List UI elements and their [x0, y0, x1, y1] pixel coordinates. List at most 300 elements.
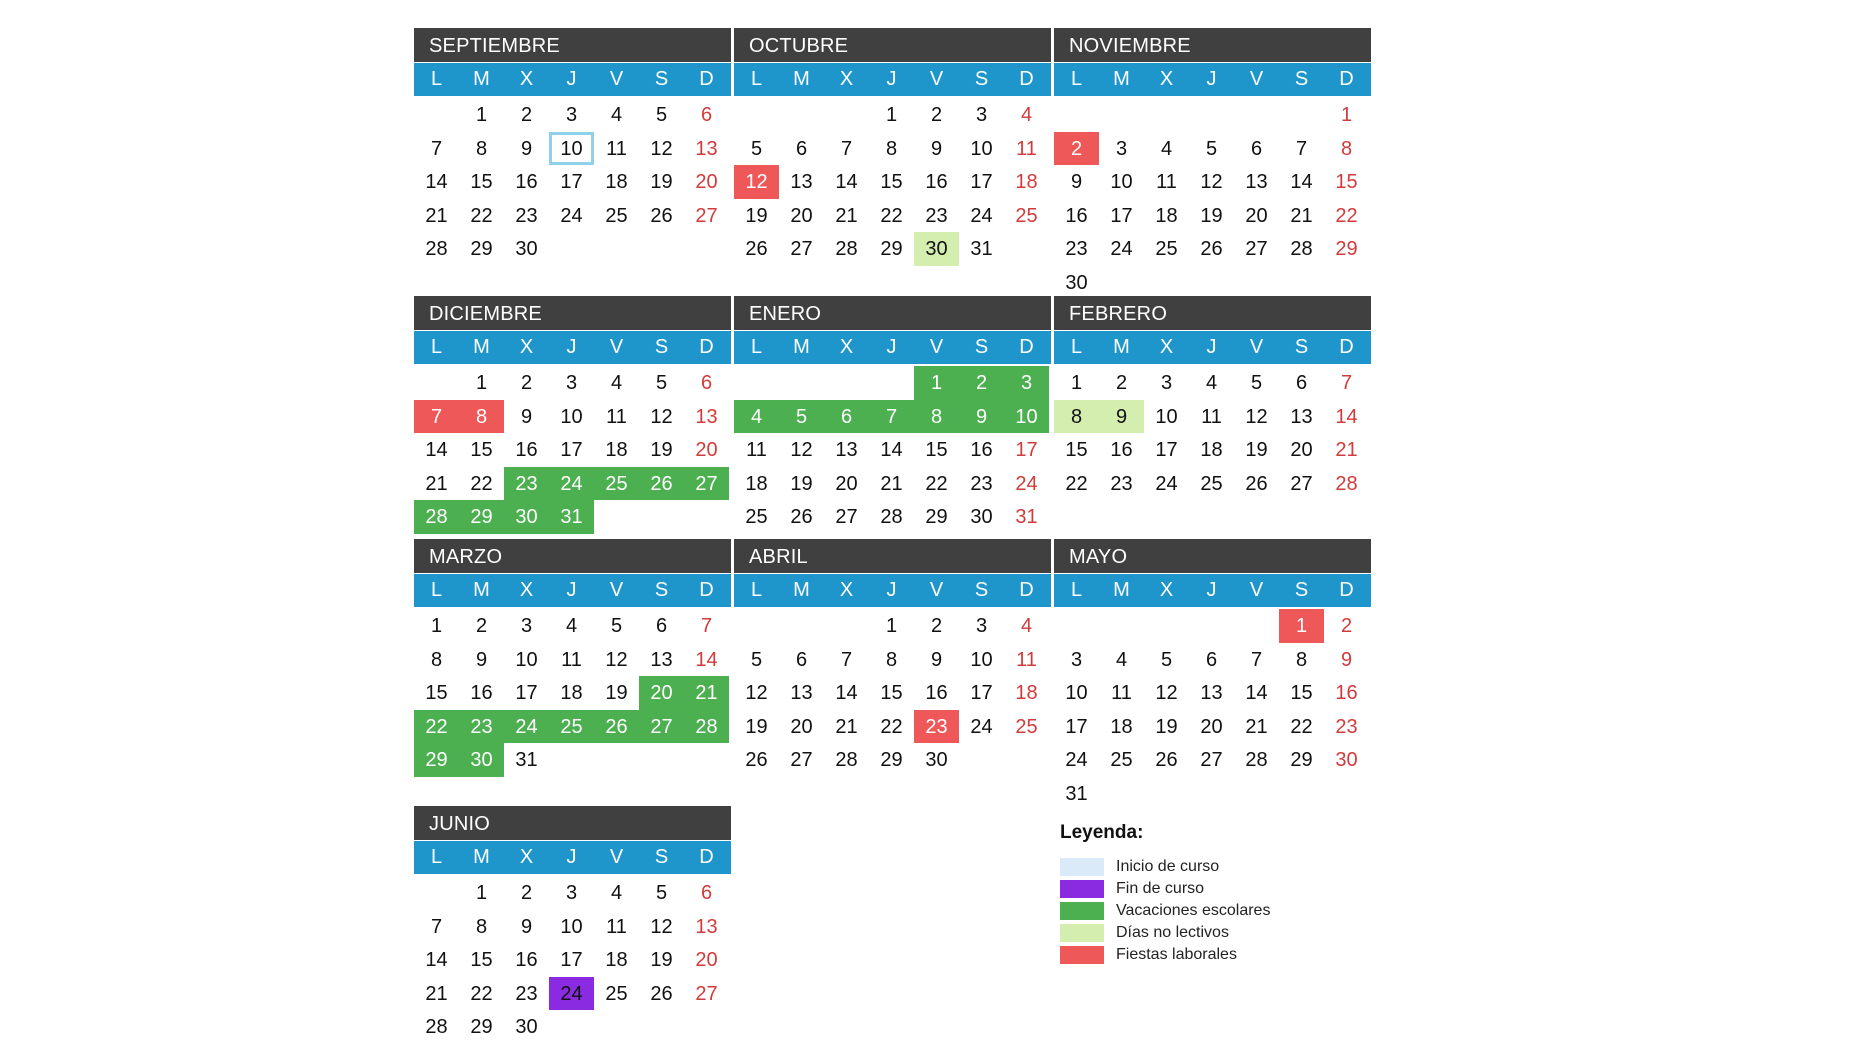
day-cell: 19 [650, 171, 673, 194]
day-cell: 28 [1290, 238, 1313, 261]
day-blank [1144, 98, 1189, 132]
weekday-label: J [886, 579, 897, 601]
day-cell: 18 [605, 439, 628, 462]
day-cell: 16 [1335, 682, 1358, 705]
day-cell: 1 [1279, 609, 1324, 643]
day-cell: 2 [1340, 615, 1353, 637]
day-blank [1054, 98, 1099, 132]
legend-swatch [1060, 858, 1104, 876]
weekday-label: V [1249, 68, 1264, 90]
weekday-label: M [1113, 579, 1130, 601]
day-cell: 1 [430, 615, 443, 637]
day-cell: 26 [790, 506, 813, 529]
day-cell: 5 [1205, 137, 1218, 160]
day-cell: 9 [1099, 400, 1144, 434]
day-cell: 2 [475, 615, 488, 637]
weekday-label: L [430, 579, 443, 601]
day-cell: 26 [1245, 472, 1268, 495]
day-cell: 6 [824, 400, 869, 434]
day-cell: 5 [1160, 648, 1173, 671]
day-cell: 27 [695, 982, 718, 1005]
day-cell: 24 [1015, 472, 1038, 495]
day-cell: 1 [1070, 372, 1083, 394]
day-cell: 16 [1110, 439, 1133, 462]
day-cell: 4 [1115, 648, 1128, 671]
weekday-label: J [886, 68, 897, 90]
weekday-label: L [430, 846, 443, 868]
day-cell: 3 [1115, 137, 1128, 160]
weekday-label: J [566, 579, 577, 601]
day-cell: 31 [1065, 782, 1088, 805]
day-cell: 5 [655, 882, 668, 904]
day-cell: 31 [549, 500, 594, 534]
weekday-label: S [1294, 68, 1309, 90]
day-cell: 4 [1205, 372, 1218, 394]
day-blank [1234, 98, 1279, 132]
day-cell: 22 [1290, 715, 1313, 738]
weekday-label: M [473, 336, 490, 358]
day-cell: 11 [1156, 171, 1177, 194]
day-cell: 25 [745, 506, 768, 529]
weekday-label: D [1339, 68, 1354, 90]
day-cell: 13 [695, 137, 718, 160]
month-february [1054, 296, 1371, 500]
day-cell: 19 [1155, 715, 1178, 738]
day-cell: 12 [745, 682, 768, 705]
day-cell: 17 [1015, 439, 1038, 462]
day-blank [869, 366, 914, 400]
day-cell: 30 [504, 500, 549, 534]
weekday-header [414, 331, 731, 364]
day-cell: 14 [425, 171, 448, 194]
day-cell: 10 [1065, 682, 1088, 705]
day-cell: 23 [1065, 238, 1088, 261]
day-cell: 12 [1155, 682, 1178, 705]
weekday-header [734, 574, 1051, 607]
day-cell: 11 [746, 439, 767, 462]
weekday-label: V [609, 846, 624, 868]
day-cell: 15 [470, 949, 493, 972]
weekday-label: S [654, 336, 669, 358]
day-cell: 24 [970, 204, 993, 227]
day-blank [779, 366, 824, 400]
weekday-label: D [1339, 336, 1354, 358]
day-cell: 25 [1015, 204, 1038, 227]
day-cell: 22 [470, 204, 493, 227]
weekday-header [734, 331, 1051, 364]
day-cell: 29 [470, 1016, 493, 1039]
day-blank [414, 366, 459, 400]
day-cell: 4 [1020, 615, 1033, 637]
day-cell: 7 [1250, 648, 1263, 671]
day-cell: 25 [605, 204, 628, 227]
day-cell: 8 [885, 137, 898, 160]
day-cell: 7 [430, 915, 443, 938]
weekday-label: V [929, 68, 944, 90]
weekday-label: D [699, 846, 714, 868]
weekday-header [414, 841, 731, 874]
day-cell: 14 [835, 682, 858, 705]
day-cell: 9 [930, 137, 943, 160]
weekday-label: J [566, 336, 577, 358]
day-cell: 20 [695, 171, 718, 194]
day-cell: 24 [1065, 749, 1088, 772]
day-cell: 7 [869, 400, 914, 434]
day-cell: 25 [594, 467, 639, 501]
day-cell: 18 [605, 949, 628, 972]
day-cell: 8 [459, 400, 504, 434]
day-cell: 30 [459, 743, 504, 777]
day-cell: 16 [970, 439, 993, 462]
day-cell: 7 [840, 648, 853, 671]
day-cell: 11 [561, 648, 582, 671]
day-cell: 14 [880, 439, 903, 462]
day-cell: 28 [880, 506, 903, 529]
day-cell: 23 [1110, 472, 1133, 495]
day-cell: 27 [1245, 238, 1268, 261]
month-october [734, 28, 1051, 266]
day-cell: 18 [1110, 715, 1133, 738]
day-cell: 12 [650, 137, 673, 160]
day-cell: 3 [1004, 366, 1049, 400]
day-blank [734, 98, 779, 132]
weekday-header [1054, 63, 1371, 96]
weekday-label: S [654, 579, 669, 601]
day-cell: 29 [459, 500, 504, 534]
day-cell: 8 [475, 915, 488, 938]
day-blank [1099, 609, 1144, 643]
day-cell: 25 [1015, 715, 1038, 738]
day-cell: 31 [515, 749, 538, 772]
day-cell: 13 [790, 171, 813, 194]
month-december [414, 296, 731, 534]
weekday-label: J [886, 336, 897, 358]
day-cell: 21 [684, 676, 729, 710]
weekday-label: L [750, 68, 763, 90]
day-cell: 23 [925, 204, 948, 227]
day-cell: 22 [414, 710, 459, 744]
weekday-label: L [1070, 579, 1083, 601]
day-blank [1189, 609, 1234, 643]
weekday-label: M [793, 579, 810, 601]
weekday-label: D [1019, 68, 1034, 90]
day-blank [1189, 98, 1234, 132]
day-cell: 3 [565, 882, 578, 904]
day-cell: 10 [549, 132, 594, 166]
day-cell: 31 [1015, 506, 1038, 529]
weekday-label: M [473, 579, 490, 601]
day-cell: 15 [470, 439, 493, 462]
day-cell: 24 [970, 715, 993, 738]
day-cell: 30 [1065, 271, 1088, 294]
weekday-header [414, 63, 731, 96]
day-cell: 6 [655, 615, 668, 637]
day-cell: 2 [930, 104, 943, 126]
day-cell: 24 [549, 467, 594, 501]
legend-label: Vacaciones escolares [1116, 902, 1271, 919]
weekday-label: V [1249, 579, 1264, 601]
weekday-label: L [750, 579, 763, 601]
day-cell: 19 [745, 204, 768, 227]
day-cell: 27 [835, 506, 858, 529]
weekday-label: X [1159, 336, 1174, 358]
day-cell: 11 [1016, 137, 1037, 160]
day-cell: 5 [750, 648, 763, 671]
day-cell: 2 [1054, 132, 1099, 166]
day-cell: 3 [1070, 648, 1083, 671]
day-cell: 10 [515, 648, 538, 671]
day-cell: 6 [700, 882, 713, 904]
day-cell: 6 [1295, 372, 1308, 394]
day-cell: 28 [425, 238, 448, 261]
weekday-label: S [974, 579, 989, 601]
day-cell: 14 [1335, 405, 1358, 428]
month-november [1054, 28, 1371, 300]
legend-item [1060, 944, 1360, 966]
day-cell: 26 [650, 982, 673, 1005]
day-grid [414, 98, 731, 266]
day-cell: 6 [795, 137, 808, 160]
day-blank [734, 366, 779, 400]
day-cell: 8 [1295, 648, 1308, 671]
legend-swatch [1060, 902, 1104, 920]
day-cell: 30 [970, 506, 993, 529]
day-cell: 11 [606, 405, 627, 428]
day-cell: 25 [605, 982, 628, 1005]
day-cell: 3 [520, 615, 533, 637]
day-cell: 7 [1340, 372, 1353, 394]
day-cell: 3 [975, 104, 988, 126]
day-cell: 26 [1155, 749, 1178, 772]
legend-item [1060, 856, 1360, 878]
day-cell: 27 [684, 467, 729, 501]
day-grid [414, 876, 731, 1044]
day-cell: 14 [1245, 682, 1268, 705]
day-cell: 8 [475, 137, 488, 160]
weekday-label: X [1159, 579, 1174, 601]
legend-swatch [1060, 880, 1104, 898]
day-cell: 12 [650, 915, 673, 938]
weekday-label: X [839, 579, 854, 601]
day-cell: 29 [880, 238, 903, 261]
weekday-label: D [699, 579, 714, 601]
day-cell: 9 [959, 400, 1004, 434]
day-cell: 31 [970, 238, 993, 261]
day-blank [734, 609, 779, 643]
day-cell: 3 [565, 104, 578, 126]
day-cell: 9 [1340, 648, 1353, 671]
day-cell: 25 [549, 710, 594, 744]
day-cell: 2 [930, 615, 943, 637]
day-cell: 30 [515, 1016, 538, 1039]
weekday-label: L [1070, 336, 1083, 358]
day-cell: 18 [1155, 204, 1178, 227]
weekday-label: L [430, 336, 443, 358]
day-cell: 6 [700, 372, 713, 394]
day-cell: 13 [695, 915, 718, 938]
day-blank [824, 98, 869, 132]
day-cell: 28 [1335, 472, 1358, 495]
day-cell: 7 [1295, 137, 1308, 160]
day-blank [779, 609, 824, 643]
weekday-label: L [1070, 68, 1083, 90]
day-cell: 24 [560, 204, 583, 227]
day-cell: 24 [504, 710, 549, 744]
day-cell: 5 [779, 400, 824, 434]
day-cell: 7 [840, 137, 853, 160]
day-grid [414, 609, 731, 777]
month-march [414, 539, 731, 777]
day-cell: 23 [1335, 715, 1358, 738]
weekday-label: V [609, 68, 624, 90]
month-title: ENERO [734, 296, 1051, 330]
day-cell: 9 [475, 648, 488, 671]
weekday-label: X [519, 579, 534, 601]
day-cell: 5 [610, 615, 623, 637]
day-cell: 16 [1065, 204, 1088, 227]
weekday-label: S [654, 846, 669, 868]
day-cell: 9 [520, 137, 533, 160]
day-cell: 26 [639, 467, 684, 501]
day-cell: 7 [414, 400, 459, 434]
day-cell: 14 [425, 949, 448, 972]
weekday-label: M [473, 846, 490, 868]
day-cell: 4 [1160, 137, 1173, 160]
weekday-label: M [473, 68, 490, 90]
day-cell: 29 [470, 238, 493, 261]
legend-swatch [1060, 946, 1104, 964]
day-cell: 29 [925, 506, 948, 529]
day-blank [1099, 98, 1144, 132]
weekday-label: D [1339, 579, 1354, 601]
day-cell: 15 [1290, 682, 1313, 705]
day-cell: 17 [1065, 715, 1088, 738]
weekday-label: J [1206, 336, 1217, 358]
day-cell: 11 [606, 137, 627, 160]
weekday-label: M [1113, 68, 1130, 90]
weekday-label: S [974, 68, 989, 90]
day-cell: 23 [504, 467, 549, 501]
day-cell: 1 [885, 104, 898, 126]
day-blank [824, 366, 869, 400]
weekday-label: D [699, 336, 714, 358]
day-cell: 6 [1250, 137, 1263, 160]
day-cell: 13 [835, 439, 858, 462]
month-september [414, 28, 731, 266]
day-cell: 17 [970, 171, 993, 194]
day-cell: 13 [1200, 682, 1223, 705]
day-cell: 2 [1115, 372, 1128, 394]
day-cell: 30 [1335, 749, 1358, 772]
day-cell: 11 [1201, 405, 1222, 428]
weekday-label: L [430, 68, 443, 90]
day-cell: 29 [1335, 238, 1358, 261]
day-cell: 13 [790, 682, 813, 705]
legend-item [1060, 878, 1360, 900]
day-cell: 15 [425, 682, 448, 705]
day-cell: 3 [1160, 372, 1173, 394]
legend-label: Inicio de curso [1116, 858, 1220, 875]
day-cell: 17 [560, 439, 583, 462]
day-cell: 25 [1110, 749, 1133, 772]
day-cell: 22 [880, 204, 903, 227]
day-cell: 21 [835, 715, 858, 738]
day-cell: 20 [639, 676, 684, 710]
day-cell: 22 [470, 982, 493, 1005]
day-cell: 19 [605, 682, 628, 705]
day-blank [1144, 609, 1189, 643]
day-cell: 20 [790, 715, 813, 738]
weekday-label: X [519, 68, 534, 90]
day-cell: 19 [650, 439, 673, 462]
legend-items [1060, 856, 1360, 966]
day-cell: 29 [414, 743, 459, 777]
day-cell: 9 [520, 915, 533, 938]
day-grid [1054, 609, 1371, 811]
day-cell: 11 [1111, 682, 1132, 705]
day-cell: 1 [914, 366, 959, 400]
day-cell: 21 [425, 472, 448, 495]
day-cell: 28 [835, 238, 858, 261]
day-cell: 27 [790, 749, 813, 772]
day-cell: 26 [650, 204, 673, 227]
day-grid [1054, 98, 1371, 300]
month-may [1054, 539, 1371, 811]
weekday-label: S [654, 68, 669, 90]
day-cell: 13 [1245, 171, 1268, 194]
day-blank [1279, 98, 1324, 132]
weekday-label: S [1294, 336, 1309, 358]
day-grid [734, 98, 1051, 266]
day-grid [734, 366, 1051, 534]
day-cell: 18 [1015, 171, 1038, 194]
day-cell: 28 [414, 500, 459, 534]
day-cell: 1 [1340, 104, 1353, 126]
day-blank [1054, 609, 1099, 643]
weekday-header [1054, 574, 1371, 607]
day-blank [824, 609, 869, 643]
day-cell: 10 [560, 915, 583, 938]
weekday-label: S [1294, 579, 1309, 601]
day-cell: 2 [520, 372, 533, 394]
day-cell: 4 [734, 400, 779, 434]
weekday-header [734, 63, 1051, 96]
month-title: JUNIO [414, 806, 731, 840]
day-cell: 17 [515, 682, 538, 705]
day-cell: 9 [1070, 171, 1083, 194]
day-cell: 6 [795, 648, 808, 671]
day-cell: 21 [425, 204, 448, 227]
day-cell: 19 [790, 472, 813, 495]
day-cell: 23 [914, 710, 959, 744]
day-cell: 14 [835, 171, 858, 194]
day-grid [734, 609, 1051, 777]
month-title: MAYO [1054, 539, 1371, 573]
day-cell: 9 [520, 405, 533, 428]
day-cell: 12 [650, 405, 673, 428]
legend-item [1060, 900, 1360, 922]
day-cell: 8 [1054, 400, 1099, 434]
day-cell: 8 [914, 400, 959, 434]
day-cell: 5 [655, 372, 668, 394]
day-cell: 10 [970, 648, 993, 671]
day-cell: 24 [1110, 238, 1133, 261]
day-blank [414, 876, 459, 910]
day-cell: 23 [515, 982, 538, 1005]
day-cell: 16 [470, 682, 493, 705]
day-cell: 10 [560, 405, 583, 428]
day-cell: 27 [695, 204, 718, 227]
